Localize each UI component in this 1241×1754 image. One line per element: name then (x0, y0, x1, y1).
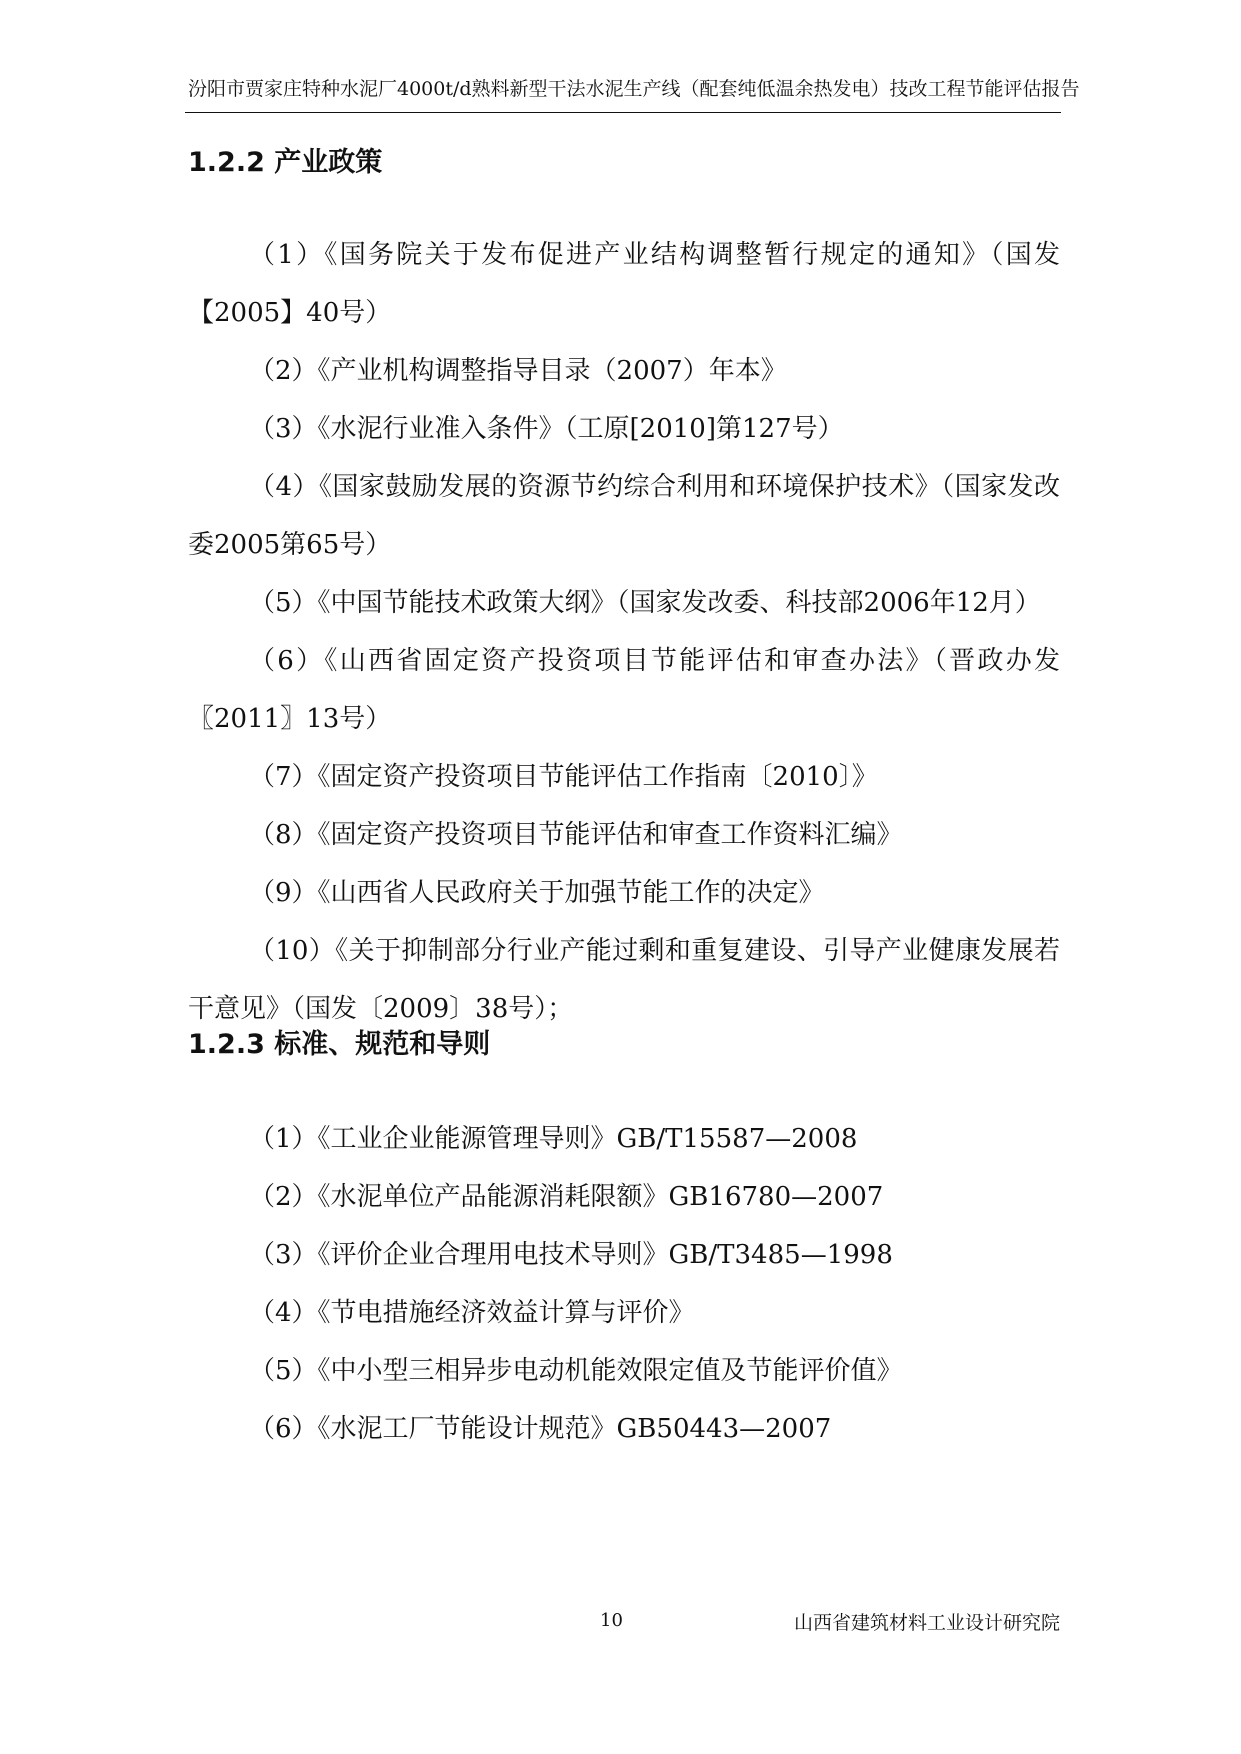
list-item: （10）《关于抑制部分行业产能过剩和重复建设、引导产业健康发展若干意见》（国发〔2009〕38号）； (188, 936, 1060, 1024)
list-item: （2）《产业机构调整指导目录（2007）年本》 (249, 356, 787, 386)
list-item: （1）《工业企业能源管理导则》GB/T15587—2008 (249, 1124, 858, 1154)
list-item: （2）《水泥单位产品能源消耗限额》GB16780—2007 (249, 1182, 884, 1212)
list-item: （5）《中小型三相异步电动机能效限定值及节能评价值》 (249, 1356, 903, 1386)
list-item: （4）《国家鼓励发展的资源节约综合利用和环境保护技术》（国家发改委2005第65号） (188, 472, 1060, 560)
standards-list (188, 1110, 1060, 1458)
list-item: （4）《节电措施经济效益计算与评价》 (249, 1298, 695, 1328)
section-heading-industrial-policy: 1.2.2 产业政策 (188, 147, 383, 178)
list-item: （6）《山西省固定资产投资项目节能评估和审查办法》（晋政办发〖2011〗13号） (188, 646, 1060, 734)
running-header: 汾阳市贾家庄特种水泥厂4000t/d熟料新型干法水泥生产线（配套纯低温余热发电）技改工程节能评估报告 (188, 78, 1080, 100)
page-number: 10 (600, 1610, 623, 1631)
list-item: （9）《山西省人民政府关于加强节能工作的决定》 (249, 878, 825, 908)
list-item: （3）《评价企业合理用电技术导则》GB/T3485—1998 (249, 1240, 893, 1270)
list-item: （6）《水泥工厂节能设计规范》GB50443—2007 (249, 1414, 832, 1444)
list-item: （3）《水泥行业准入条件》（工原[2010]第127号） (249, 414, 844, 444)
section-heading-standards: 1.2.3 标准、规范和导则 (188, 1029, 491, 1060)
list-item: （8）《固定资产投资项目节能评估和审查工作资料汇编》 (249, 820, 903, 850)
list-item: （7）《固定资产投资项目节能评估工作指南〔2010〕》 (249, 762, 878, 792)
footer-organization: 山西省建筑材料工业设计研究院 (793, 1612, 1060, 1634)
industrial-policy-list (188, 226, 1060, 1038)
header-divider (185, 112, 1061, 113)
list-item: （1）《国务院关于发布促进产业结构调整暂行规定的通知》（国发【2005】40号） (188, 240, 1060, 328)
list-item: （5）《中国节能技术政策大纲》（国家发改委、科技部2006年12月） (249, 588, 1041, 618)
